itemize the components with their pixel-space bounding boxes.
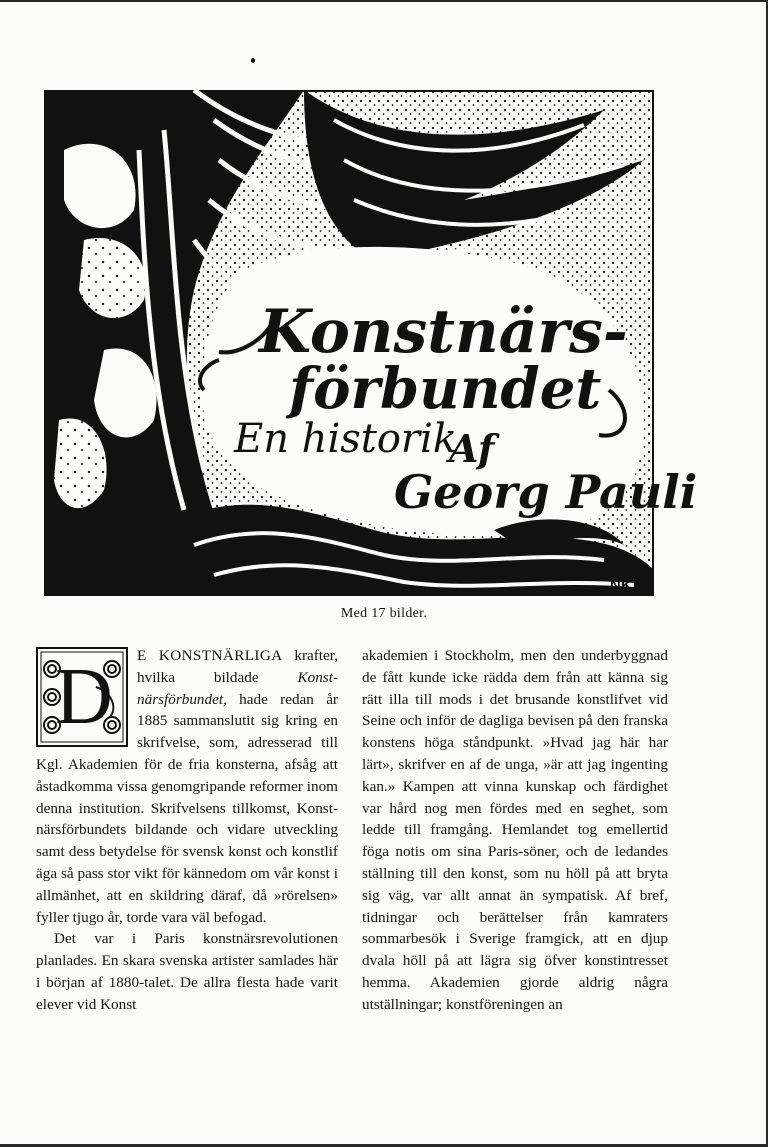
- title-illustration: [44, 90, 698, 596]
- lead-caps: E KONSTNÄRLIGA: [137, 647, 283, 664]
- plate-title-line2: förbundet: [289, 356, 602, 422]
- drop-cap: [36, 647, 128, 747]
- plate-title-line1: Konstnärs-: [259, 297, 628, 367]
- plate-monogram: NK.: [610, 577, 636, 594]
- paragraph-2: Det var i Paris konstnärsrevolutionen planlades. En skara svenska artister samlades här i början af 1880-talet. De allra flesta hade varit elever vid Konst: [36, 930, 338, 1013]
- title-illustration-art: [44, 90, 698, 596]
- paragraph-3: akademien i Stockholm, men den underbyggnad de fått kunde icke rädda dem från att känna sig rätt illa till mods i det brusande konstlifvet vid Seine och inför de dagliga bevisen på den franska konstens höga ståndpunkt. »Hvad jag här har lärt», skrifver en af de unga, »är att jag ingenting kan.» Kampen att vinna kunskap och färdighet var hård nog men fördes med en seghet, som ledde till framgång. Hemlandet tog emellertid föga notis om sina Paris-söner, och de ledandes ställning till den konst, som nu höll på att bryta sig väg, var allt annat än sympatisk. Af bref, tidningar och berättelser från kamraters sommarbesök i Sverige framgick, att en djup dvala höll på att lägra sig öfver konstintresset hemma. Akademien gjorde aldrig några utställningar; konstföreningen an: [362, 647, 668, 1013]
- paragraph-1-emphasis: Konstnärsförbundet,: [137, 668, 338, 708]
- plate-byline-prefix: Af: [449, 426, 495, 471]
- illustration-caption: Med 17 bilder.: [340, 606, 428, 621]
- article-column-right: [362, 645, 668, 1016]
- article-column-left: [36, 645, 338, 1016]
- drop-cap-letter: D: [55, 653, 113, 741]
- paragraph-1-part-a: krafter, hvilka bildade: [137, 647, 338, 686]
- plate-subtitle: En historik: [234, 416, 458, 462]
- paragraph-1-part-b: hade redan år 1885 sammanslutit sig kring en skrifvelse, som, adresserad till Kgl. Akademien för de fria konsterna, afsåg att åstadkomma vissa genomgripande reformer inom denna institution. Skrifvelsens tillkomst, Konstnärsförbundets bildande och vidare utveckling samt dess betydelse för svensk konst och konstlif äga så pass stor vikt för kännedom om vår konst i allmänhet, att en skildring däraf, då »rörelsen» fyller tjugo år, torde vara väl befogad.: [36, 690, 338, 926]
- ink-speck: [251, 58, 255, 63]
- page-edge-top: [0, 0, 768, 2]
- plate-author: Georg Pauli: [394, 465, 698, 519]
